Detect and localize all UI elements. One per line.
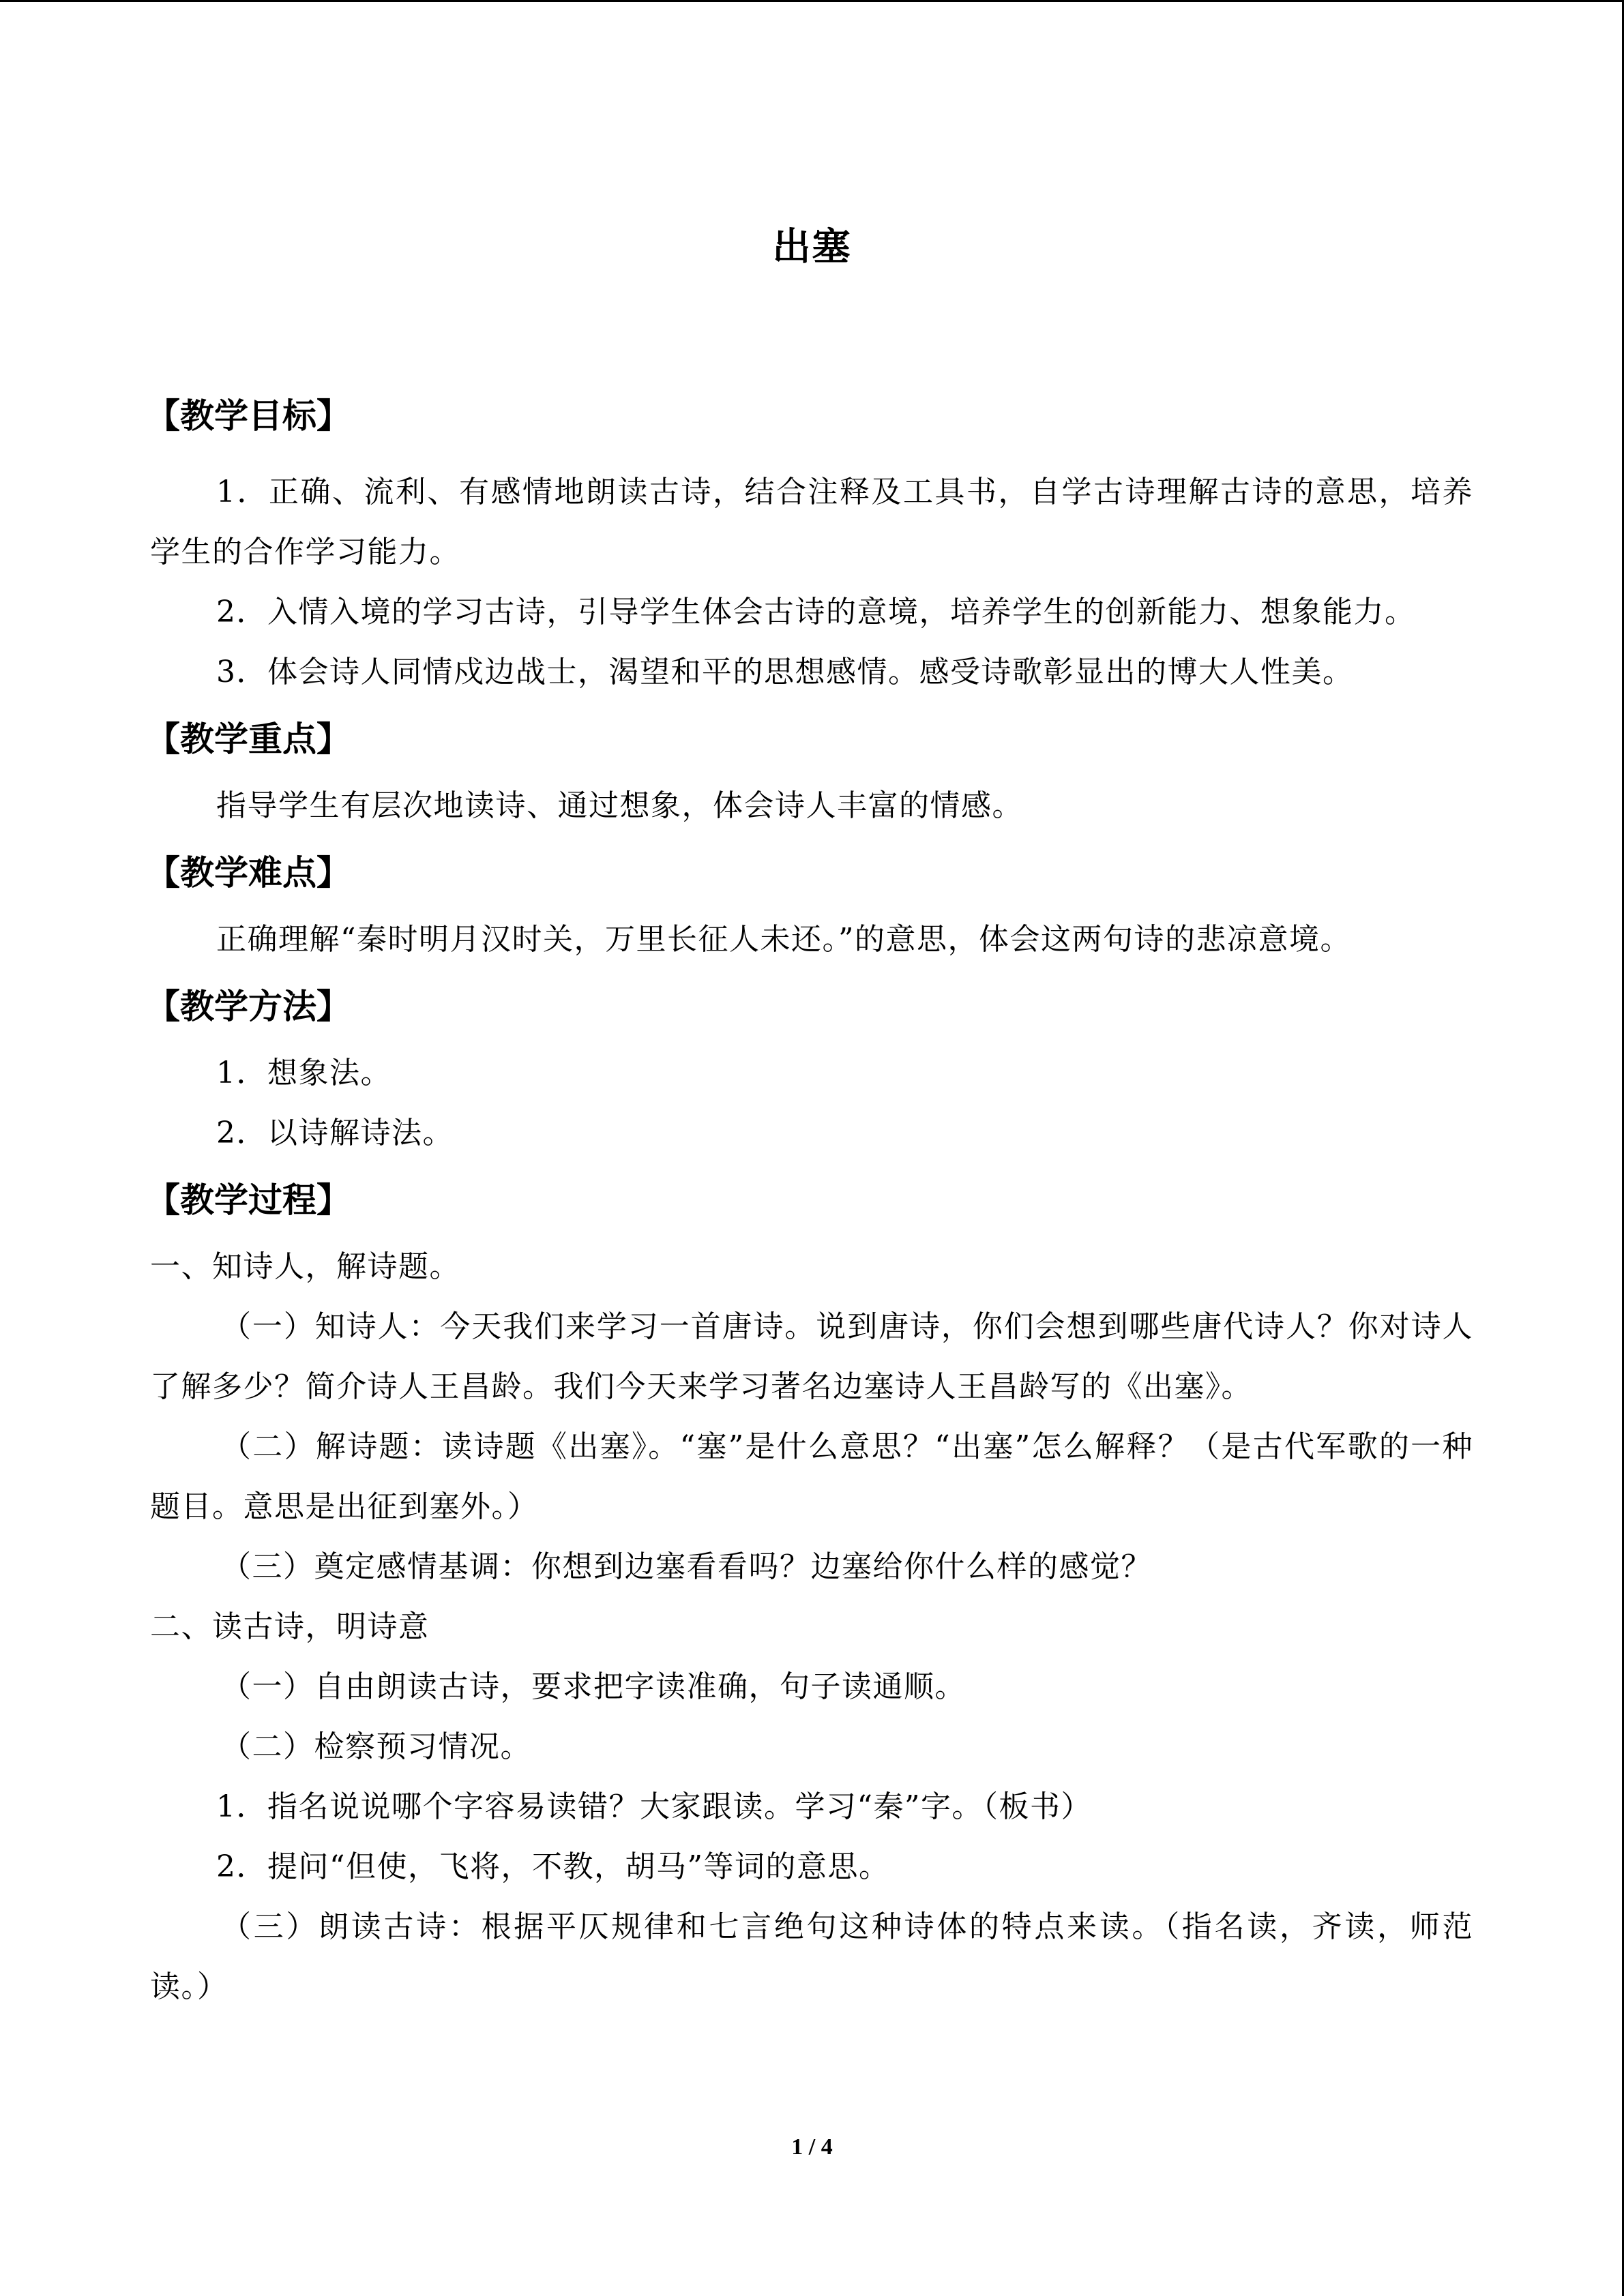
objective-item: 3．体会诗人同情戍边战士，渴望和平的思想感情。感受诗歌彰显出的博大人性美。 — [216, 655, 1354, 689]
document-body — [146, 382, 1473, 2017]
method-item: 1．想象法。 — [216, 1056, 392, 1090]
objective-item: 1．正确、流利、有感情地朗读古诗，结合注释及工具书，自学古诗理解古诗的意思，培养学生的合作学习能力。 — [150, 475, 1473, 569]
process-item: （三）朗读古诗：根据平仄规律和七言绝句这种诗体的特点来读。（指名读，齐读，师范读。） — [150, 1909, 1473, 2004]
heading-methods: 【教学方法】 — [146, 986, 351, 1026]
heading-objectives: 【教学目标】 — [146, 396, 351, 436]
process-item: （三）奠定感情基调：你想到边塞看看吗？边塞给你什么样的感觉？ — [221, 1549, 1152, 1584]
objective-item: 2．入情入境的学习古诗，引导学生体会古诗的意境，培养学生的创新能力、想象能力。 — [216, 595, 1416, 629]
process-part-title: 二、读古诗，明诗意 — [150, 1609, 430, 1644]
key-points-text: 指导学生有层次地读诗、通过想象，体会诗人丰富的情感。 — [216, 788, 1023, 823]
page-top-border — [0, 0, 1624, 2]
process-item: 1．指名说说哪个字容易读错？大家跟读。学习“秦”字。（板书） — [216, 1789, 1092, 1824]
heading-difficulties: 【教学难点】 — [146, 852, 351, 893]
page-number: 1 / 4 — [791, 2134, 833, 2160]
heading-process: 【教学过程】 — [146, 1180, 351, 1220]
process-item: （二）检察预习情况。 — [221, 1729, 531, 1764]
heading-key-points: 【教学重点】 — [146, 719, 351, 759]
page-title: 出塞 — [772, 224, 852, 269]
method-item: 2．以诗解诗法。 — [216, 1116, 454, 1150]
process-item: （一）知诗人：今天我们来学习一首唐诗。说到唐诗，你们会想到哪些唐代诗人？你对诗人了解多少？简介诗人王昌龄。我们今天来学习著名边塞诗人王昌龄写的《出塞》。 — [150, 1309, 1473, 1404]
process-item: 2．提问“但使，飞将，不教，胡马”等词的意思。 — [216, 1849, 890, 1884]
process-item: （二）解诗题：读诗题《出塞》。“塞”是什么意思？“出塞”怎么解释？（是古代军歌的一种题目。意思是出征到塞外。） — [150, 1429, 1473, 1524]
process-part-title: 一、知诗人，解诗题。 — [150, 1249, 460, 1284]
difficulties-text: 正确理解“秦时明月汉时关，万里长征人未还。”的意思，体会这两句诗的悲凉意境。 — [216, 922, 1351, 957]
process-item: （一）自由朗读古诗，要求把字读准确，句子读通顺。 — [221, 1669, 966, 1704]
